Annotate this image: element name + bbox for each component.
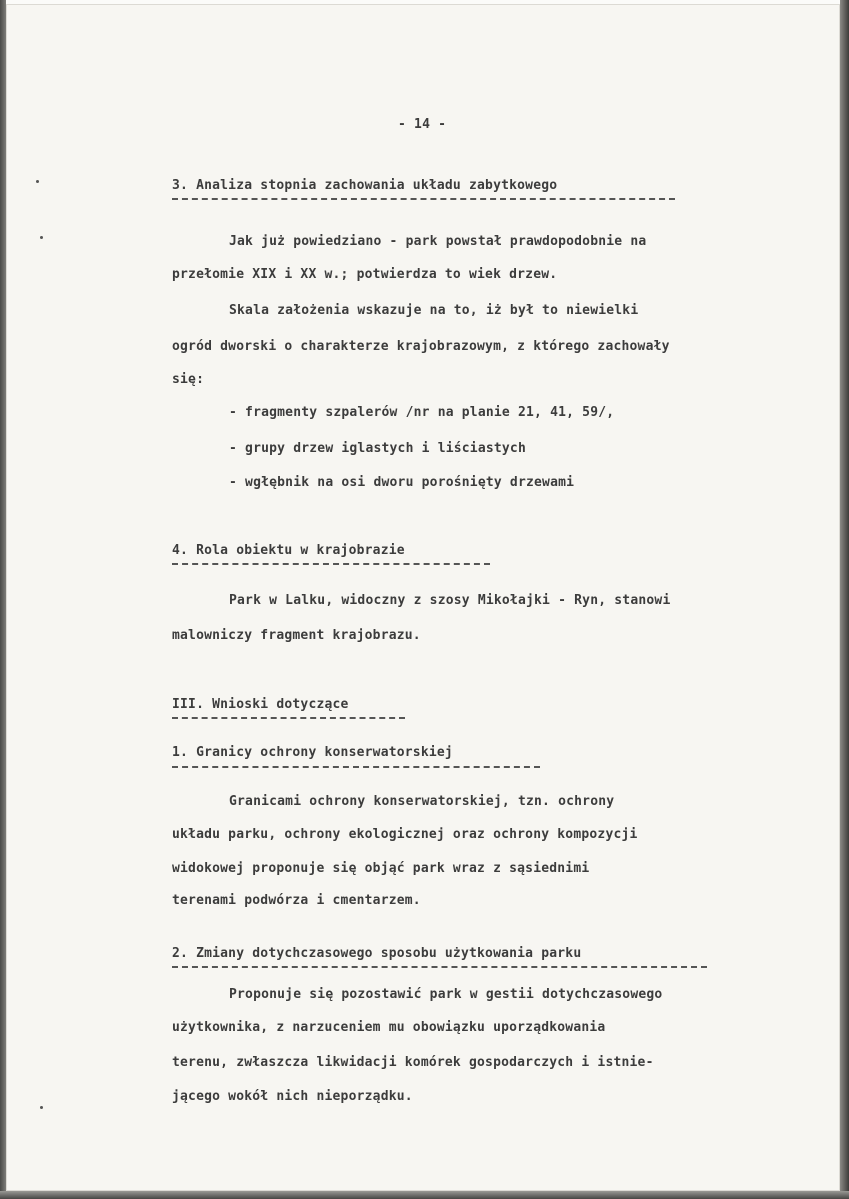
margin-dot [40,1106,43,1109]
paragraph-line: Jak już powiedziano - park powstał prawdopodobnie na [229,234,647,249]
paragraph-line: widokowej proponuje się objąć park wraz z sąsiednimi [172,861,590,876]
paragraph-line: Granicami ochrony konserwatorskiej, tzn. ochrony [229,794,615,809]
scan-bottom-edge [0,1191,849,1199]
margin-dot [40,236,43,239]
paragraph-line: Skala założenia wskazuje na to, iż był to niewielki [229,303,639,318]
subsection-1-underline [172,766,540,768]
paragraph-line: malowniczy fragment krajobrazu. [172,628,421,643]
section-iii-heading: III. Wnioski dotyczące [172,697,349,712]
list-item: - grupy drzew iglastych i liściastych [229,441,526,456]
paragraph-line: się: [172,372,205,387]
paragraph-line: jącego wokół nich nieporządku. [172,1089,413,1104]
list-item: - wgłębnik na osi dworu porośnięty drzewami [229,475,575,490]
paragraph-line: terenami podwórza i cmentarzem. [172,893,421,908]
section-3-underline [172,198,675,200]
scan-right-edge [840,0,849,1199]
paragraph-line: terenu, zwłaszcza likwidacji komórek gospodarczych i istnie- [172,1055,654,1070]
paragraph-line: Park w Lalku, widoczny z szosy Mikołajki - Ryn, stanowi [229,593,671,608]
section-3-heading: 3. Analiza stopnia zachowania układu zabytkowego [172,178,558,193]
subsection-2-heading: 2. Zmiany dotychczasowego sposobu użytkowania parku [172,946,582,961]
paragraph-line: układu parku, ochrony ekologicznej oraz ochrony kompozycji [172,827,638,842]
paragraph-line: przełomie XIX i XX w.; potwierdza to wiek drzew. [172,267,558,282]
list-item: - fragmenty szpalerów /nr na planie 21, 41, 59/, [229,405,615,420]
section-4-underline [172,563,490,565]
section-iii-underline [172,717,405,719]
paragraph-line: ogród dworski o charakterze krajobrazowym, z którego zachowały [172,339,670,354]
section-4-heading: 4. Rola obiektu w krajobrazie [172,543,405,558]
scan-left-edge [0,0,6,1199]
paragraph-line: Proponuje się pozostawić park w gestii dotychczasowego [229,987,663,1002]
page-number: - 14 - [398,117,447,132]
margin-dot [36,180,39,183]
subsection-1-heading: 1. Granicy ochrony konserwatorskiej [172,745,453,760]
paragraph-line: użytkownika, z narzuceniem mu obowiązku uporządkowania [172,1020,606,1035]
subsection-2-underline [172,966,707,968]
